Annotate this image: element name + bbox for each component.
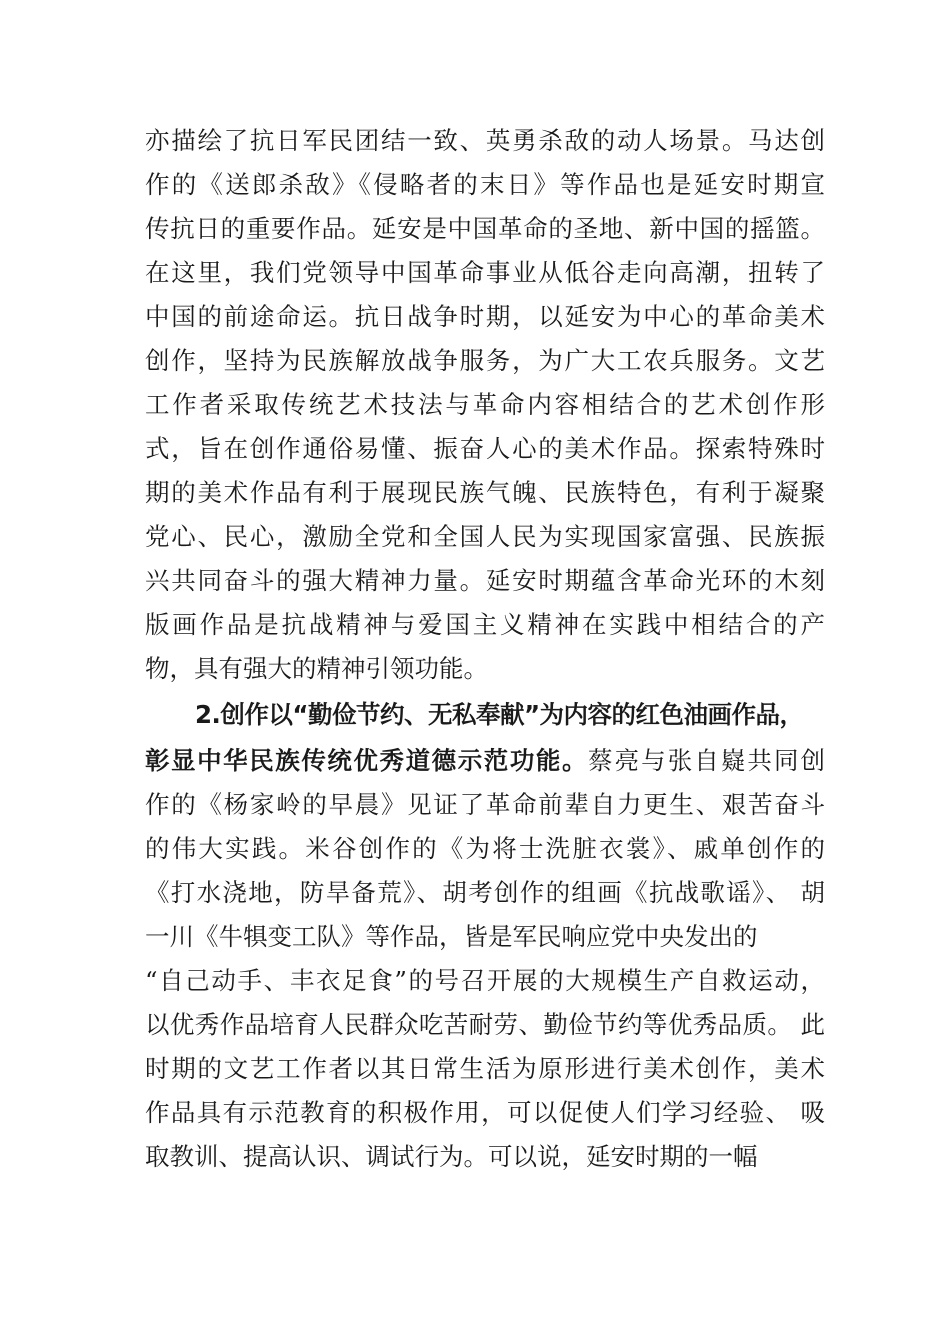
body-text-line: 传抗日的重要作品。延安是中国革命的圣地、新中国的摇篮。 [145,214,825,243]
body-text-line: 《打水浇地，防旱备荒》、胡考创作的组画《抗战歌谣》、 胡 [145,878,825,907]
body-text-run: 蔡亮与张自嶷共同创 [588,746,825,775]
body-text-line: 作的《杨家岭的早晨》见证了革命前辈自力更生、艰苦奋斗 [145,790,825,819]
body-text-line: 作品具有示范教育的积极作用，可以促使人们学习经验、 吸 [145,1098,825,1127]
body-text-line: 党心、民心，激励全党和全国人民为实现国家富强、民族振 [145,522,825,551]
section-heading: 2.创作以“勤俭节约、无私奉献”为内容的红色油画作品， [195,700,804,729]
body-text-line: 创作，坚持为民族解放战争服务，为广大工农兵服务。文艺 [145,346,825,375]
body-text-line: 兴共同奋斗的强大精神力量。延安时期蕴含革命光环的木刻 [145,566,825,595]
body-text-line: 物，具有强大的精神引领功能。 [145,654,488,683]
body-text-line: 时期的文艺工作者以其日常生活为原形进行美术创作，美术 [145,1054,825,1083]
body-text-line: 式，旨在创作通俗易懂、振奋人心的美术作品。探索特殊时 [145,434,825,463]
body-text-line: 的伟大实践。米谷创作的《为将士洗脏衣裳》、戚单创作的 [145,834,825,863]
section-heading-bold: 彰显中华民族传统优秀道德示范功能。 [145,746,589,775]
body-text-line: 亦描绘了抗日军民团结一致、英勇杀敌的动人场景。马达创 [145,126,825,155]
body-text-line: 以优秀作品培育人民群众吃苦耐劳、勤俭节约等优秀品质。 此 [145,1010,825,1039]
body-text-line: 一川《牛犋变工队》等作品，皆是军民响应党中央发出的 [145,922,758,951]
body-text-line: 取教训、提高认识、调试行为。可以说，延安时期的一幅 [145,1142,758,1171]
body-text-line: 版画作品是抗战精神与爱国主义精神在实践中相结合的产 [145,610,825,639]
body-text-line: 在这里，我们党领导中国革命事业从低谷走向高潮，扭转了 [145,258,825,287]
body-text-line: “自己动手、丰衣足食”的号召开展的大规模生产自救运动， [145,966,825,995]
body-text-line: 工作者采取传统艺术技法与革命内容相结合的艺术创作形 [145,390,825,419]
body-text-line: 中国的前途命运。抗日战争时期，以延安为中心的革命美术 [145,302,825,331]
section-heading-line2 [145,741,825,781]
body-text-line: 期的美术作品有利于展现民族气魄、民族特色，有利于凝聚 [145,478,825,507]
body-text-line: 作的《送郎杀敌》《侵略者的末日》等作品也是延安时期宣 [145,170,825,199]
